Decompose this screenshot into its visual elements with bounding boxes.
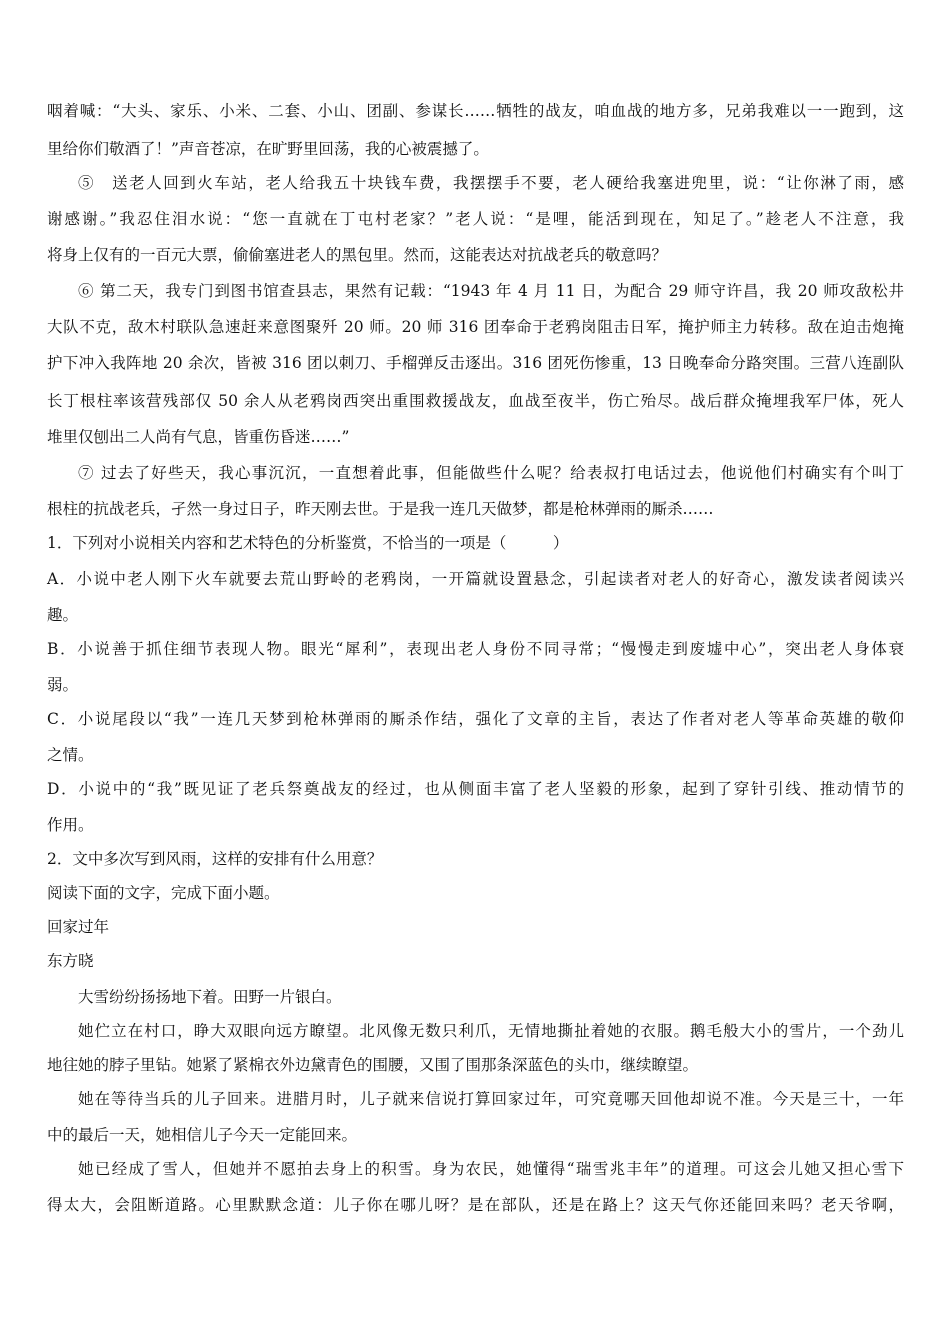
question-1-option-b-line2: 弱。 [47,676,79,694]
question-2: 2．文中多次写到风雨，这样的安排有什么用意？ [47,850,383,868]
story1-para6-line3: 护下冲入我阵地 20 余次，皆被 316 团以刺刀、手榴弹反击逐出。316 团死伤惨重，13 日晚奉命分路突围。三营八连副队 [47,354,904,372]
question-1-option-d-line2: 作用。 [47,816,94,834]
story1-para7-line2: 根柱的抗战老兵，孑然一身过日子，昨天刚去世。于是我一连几天做梦，都是枪林弹雨的厮杀…… [47,500,714,518]
story2-author: 东方晓 [47,952,94,970]
story2-para3-line2: 中的最后一天，她相信儿子今天一定能回来。 [47,1126,358,1144]
story1-para6-line4: 长丁根柱率该营残部仅 50 余人从老鸦岗西突出重围救援战友，血战至夜半，伤亡殆尽。战后群众掩埋我军尸体，死人 [47,392,904,410]
question-1-option-c-line2: 之情。 [47,746,94,764]
question-1-stem: 1．下列对小说相关内容和艺术特色的分析鉴赏，不恰当的一项是（ ） [47,534,569,552]
story1-para4-line1: 咽着喊：“大头、家乐、小米、二套、小山、团副、参谋长……牺牲的战友，咱血战的地方多，兄弟我难以一一跑到，这 [47,102,904,120]
story2-para4-line1: 她已经成了雪人，但她并不愿拍去身上的积雪。身为农民，她懂得“瑞雪兆丰年”的道理。可这会儿她又担心雪下 [78,1160,904,1178]
story2-para3-line1: 她在等待当兵的儿子回来。进腊月时，儿子就来信说打算回家过年，可究竟哪天回他却说不准。今天是三十，一年 [78,1090,904,1108]
question-1-option-a-line2: 趣。 [47,606,79,624]
story2-title: 回家过年 [47,918,110,936]
reading-instruction: 阅读下面的文字，完成下面小题。 [47,884,280,902]
story1-para4-line2: 里给你们敬酒了！”声音苍凉，在旷野里回荡，我的心被震撼了。 [47,140,489,158]
story1-para7-line1: ⑦ 过去了好些天，我心事沉沉，一直想着此事，但能做些什么呢？给表叔打电话过去，他说他们村确实有个叫丁 [78,464,904,482]
question-1-option-d-line1: D．小说中的“我”既见证了老兵祭奠战友的经过，也从侧面丰富了老人坚毅的形象，起到了穿针引线、推动情节的 [47,780,904,798]
question-1-option-b-line1: B．小说善于抓住细节表现人物。眼光“犀利”，表现出老人身份不同寻常；“慢慢走到废墟中心”，突出老人身体衰 [47,640,904,658]
story1-para5-line3: 将身上仅有的一百元大票，偷偷塞进老人的黑包里。然而，这能表达对抗战老兵的敬意吗？ [47,246,668,264]
story1-para6-line5: 堆里仅刨出二人尚有气息，皆重伤昏迷……” [47,428,350,446]
story1-para5-line2: 谢感谢。”我忍住泪水说：“您一直就在丁屯村老家？”老人说：“是哩，能活到现在，知足了。”趁老人不注意，我 [47,210,904,228]
story1-para5-line1: ⑤ 送老人回到火车站，老人给我五十块钱车费，我摆摆手不要，老人硬给我塞进兜里，说：“让你淋了雨，感 [78,174,904,192]
story1-para6-line1: ⑥ 第二天，我专门到图书馆查县志，果然有记载：“1943 年 4 月 11 日，为配合 29 师守许昌，我 20 师攻敌松井 [78,282,904,300]
question-1-option-c-line1: C．小说尾段以“我”一连几天梦到枪林弹雨的厮杀作结，强化了文章的主旨，表达了作者对老人等革命英雄的敬仰 [47,710,904,728]
story2-para2-line2: 地往她的脖子里钻。她紧了紧棉衣外边黛青色的围腰，又围了围那条深蓝色的头巾，继续瞭望。 [47,1056,699,1074]
story2-para2-line1: 她伫立在村口，睁大双眼向远方瞭望。北风像无数只利爪，无情地撕扯着她的衣服。鹅毛般大小的雪片，一个劲儿 [78,1022,904,1040]
story1-para6-line2: 大队不克，敌木村联队急速赶来意图聚歼 20 师。20 师 316 团奉命于老鸦岗阻击日军，掩护师主力转移。敌在迫击炮掩 [47,318,904,336]
story2-para1: 大雪纷纷扬扬地下着。田野一片银白。 [78,988,342,1006]
question-1-option-a-line1: A．小说中老人刚下火车就要去荒山野岭的老鸦岗，一开篇就设置悬念，引起读者对老人的好奇心，激发读者阅读兴 [47,570,904,588]
story2-para4-line2: 得太大，会阻断道路。心里默默念道：儿子你在哪儿呀？是在部队，还是在路上？这天气你还能回来吗？老天爷啊， [47,1196,904,1214]
